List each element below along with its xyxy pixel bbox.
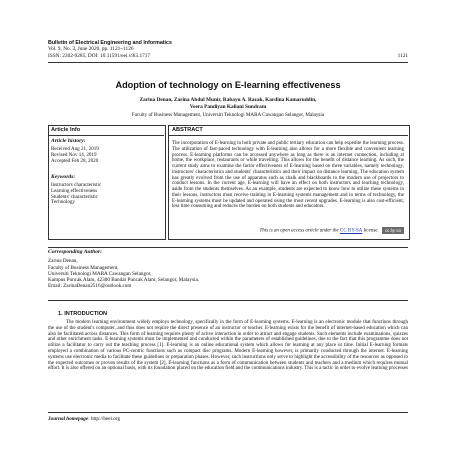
paper-title: Adoption of technology on E-learning effectiveness — [115, 80, 341, 90]
keyword-item: Learning effectiveness — [51, 187, 98, 194]
license-link[interactable]: CC BY-SA — [339, 228, 363, 234]
author-list — [48, 97, 408, 110]
journal-footer — [48, 416, 120, 422]
article-info-heading: Article Info — [51, 127, 81, 133]
license-note — [168, 227, 404, 234]
corr-address: Kampus Puncak Alam, 42300 Bandar Puncak Alam, Selangor, Malaysia. — [48, 277, 200, 284]
corresponding-label: Corresponding Author: — [48, 249, 103, 255]
header-rule — [48, 62, 408, 63]
corr-email: Email: ZarinaDenan2516@outlook.com — [48, 283, 132, 290]
footer-rule — [48, 412, 408, 413]
keywords-label: Keywords: — [51, 173, 76, 180]
journal-issn: ISSN: 2302-9285, DOI: 10.11591/eei.v9i3.1717 — [48, 52, 151, 59]
footer-label: Journal homepage — [48, 416, 89, 422]
journal-header — [48, 40, 408, 59]
introduction-text: The modern learning environment widely employs technology, specifically in the form of E-learning systems. E-learning is an electronic module that functions through the use of the student's computer, and thus does not require the direct presence of an instructor or teacher. E-learning exists for the benefit of internet-based education which can also be facilitated across distances. This form of learning requires plenty of active interaction in order to attract and engage students. Such elements include examinations, quizzes and other enrichment tasks. E-learning systems must be implemented and conducted within the parameters of established guidelines, due to the fact that this programme does not utilize a facilitator to carry out the teaching process [1]. E-learning is an online educational system which allows for learning at any place or time. Initial E-learning formats employed a combination of various PC-centric functions such as compact disc programs. Modern E-learning however, is primarily conducted through the internet. E-learning systems use electronic media to facilitate these guidelines or preparation phases. However, such instructions only serve to highlight the accessibility of the resources as opposed to the expected outcomes or proven results of the system [2]. E-learning functions as a form of communication between students and teachers and a medium which requires mutual effort. It is also offered on an optional basis, with its foundation placed on the education field and the communications industry. This is a tactic in order to evolve learning processes — [48, 320, 409, 372]
abstract-rule — [168, 135, 408, 136]
page-number: 1121 — [397, 52, 408, 59]
author-line-2: Veera Pandiyan Kaliani Sundram — [189, 103, 267, 110]
article-history-label: Article history: — [51, 138, 86, 144]
corresponding-author — [48, 249, 408, 290]
footer-url[interactable]: : http://beei.org — [88, 416, 121, 422]
keyword-item: Students' characteristic — [51, 193, 98, 200]
license-prefix: This is an open access article under the — [259, 228, 339, 234]
corresponding-bottom-rule — [48, 300, 408, 301]
corresponding-top-rule — [48, 247, 408, 248]
article-info — [48, 125, 164, 206]
abstract-heading: ABSTRACT — [172, 127, 203, 133]
revised-date: Revised Nov 14, 2019 — [51, 151, 97, 158]
affiliation: Faculty of Business Management, Universiti Teknologi MARA Cawangan Selangor, Malaysia — [131, 112, 325, 118]
keyword-item: Technology — [51, 199, 75, 206]
received-date: Received Aug 21, 2019 — [51, 146, 99, 152]
journal-name: Bulletin of Electrical Engineering and Informatics — [48, 40, 172, 46]
abstract-text: The incorporation of E-learning in both private and public tertiary education can help expedite the learning process. The utilization of fast-paced technology with E-learning also allows for a more flexible and convenient learning process. E-learning platforms can be accessed anywhere as long as there is an internet connection, including at home, the workplace, restaurants or while travelling. This allows for the benefit of distance learning. As such, the current study aims to examine the factor effectiveness of E-learning based on three variables, namely technology, instructors' characteristics and students' characteristics and their impact on distance learning. The education system has greatly evolved from the use of apparatus such as chalk and blackboards to the modern use of projectors to conduct lessons. In the current age, E-learning will have an effect on both instructors and teaching technology, aside from the students themselves. As an example, students are expected to know how to utilize these systems in their lessons, instructors must receive training in E-learning systems management and in terms of technology, the E-learning systems must be updated and operated using the most recent upgrades. E-learning is also cost-efficient, less time consuming and reduces the burden on both students and educators. — [172, 141, 404, 210]
abstract-section — [168, 125, 408, 135]
cc-by-sa-icon: cc by-sa — [382, 227, 404, 234]
author-line-1: Zarina Denan, Zarina Abdul Munir, Rabayu A. Razak, Kardina Kamaruddin, — [139, 97, 317, 103]
corr-faculty: Faculty of Business Management, — [48, 264, 119, 271]
accepted-date: Accepted Feb 28, 2020 — [51, 157, 99, 164]
introduction-heading: 1. INTRODUCTION — [58, 311, 108, 317]
keyword-item: Instructors characteristic — [51, 181, 102, 188]
corr-university: Universiti Teknologi MARA Cawangan Selangor, — [48, 270, 152, 277]
license-suffix: license. — [363, 228, 379, 234]
journal-volume: Vol. 9, No. 3, June 2020, pp. 1121~1126 — [48, 46, 134, 53]
corr-name: Zarina Denan, — [48, 258, 78, 265]
issn-row — [48, 53, 408, 59]
